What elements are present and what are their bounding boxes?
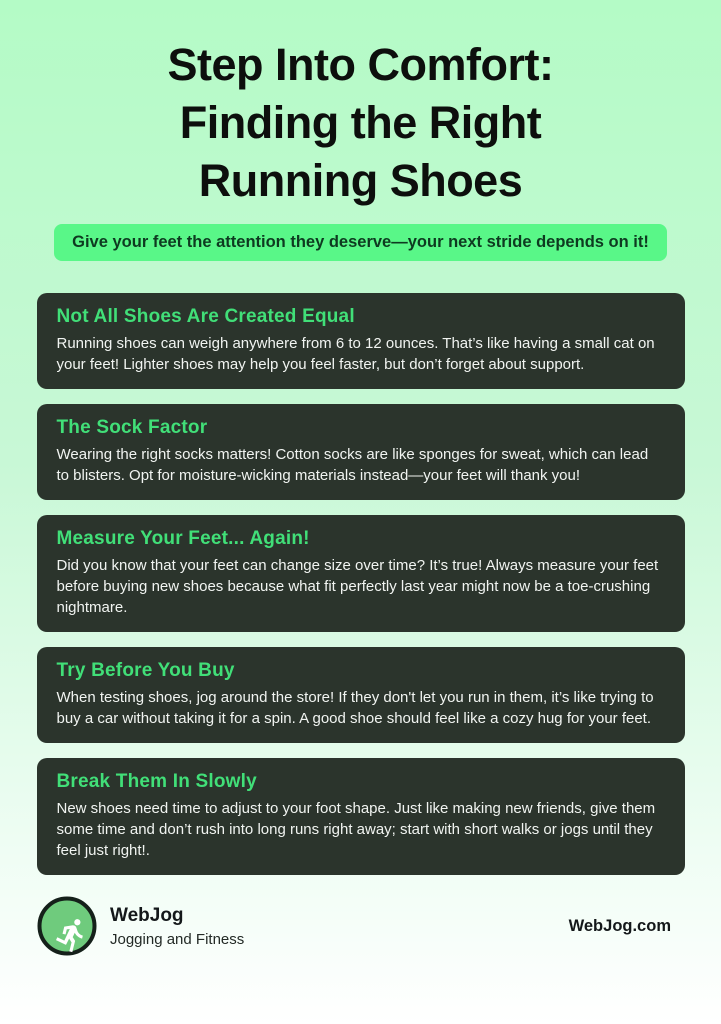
brand-group	[37, 896, 244, 956]
tip-card-sock-factor	[37, 404, 685, 500]
card-title: Measure Your Feet... Again!	[56, 528, 310, 549]
page-title-line-1: Step Into Comfort:	[167, 39, 554, 90]
page-title	[0, 36, 721, 210]
footer	[0, 890, 721, 956]
tip-card-break-in-slowly	[37, 758, 685, 875]
subtitle-banner-wrap	[0, 224, 721, 261]
tip-card-not-all-shoes	[37, 293, 685, 389]
subtitle-banner: Give your feet the attention they deserve—your next stride depends on it!	[54, 224, 667, 261]
brand-tagline: Jogging and Fitness	[110, 930, 245, 948]
card-title: Not All Shoes Are Created Equal	[56, 306, 355, 327]
tip-card-measure-feet	[37, 515, 685, 632]
card-title: Break Them In Slowly	[56, 771, 257, 792]
page-title-line-2: Finding the Right	[179, 97, 542, 148]
card-body: New shoes need time to adjust to your foot shape. Just like making new friends, give them some time and don’t rush into long runs right away; start with short walks or jogs until they feel just right!.	[56, 800, 656, 859]
brand-name: WebJog	[110, 904, 184, 926]
website-url: WebJog.com	[568, 916, 671, 935]
card-body: Running shoes can weigh anywhere from 6 to 12 ounces. That’s like having a small cat on your feet! Lighter shoes may help you feel faster, but don’t forget about support.	[56, 335, 655, 373]
runner-icon	[37, 896, 97, 956]
brand-text	[110, 905, 244, 948]
page-title-line-3: Running Shoes	[198, 155, 523, 206]
tip-card-try-before-buy	[37, 647, 685, 743]
card-body: When testing shoes, jog around the store! If they don't let you run in them, it’s like trying to buy a car without taking it for a spin. A good shoe should feel like a cozy hug for your feet.	[56, 689, 654, 727]
card-title: The Sock Factor	[56, 417, 208, 438]
card-body: Wearing the right socks matters! Cotton socks are like sponges for sweat, which can lead to blisters. Opt for moisture-wicking materials instead—your feet will thank you!	[56, 446, 649, 484]
card-title: Try Before You Buy	[56, 660, 235, 681]
card-body: Did you know that your feet can change size over time? It’s true! Always measure your feet before buying new shoes because what fit perfectly last year might now be a toe-crushing nightmare.	[56, 557, 659, 616]
tip-cards	[0, 293, 721, 875]
